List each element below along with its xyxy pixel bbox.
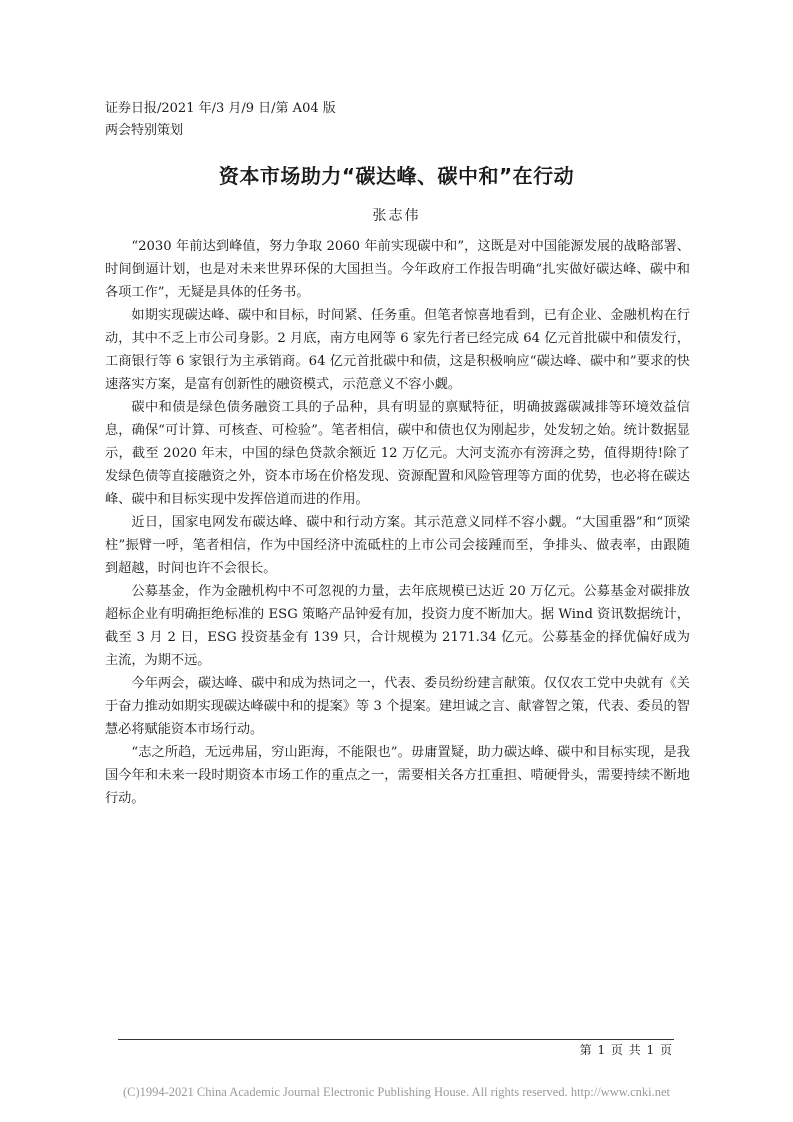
paragraph: 今年两会，碳达峰、碳中和成为热词之一，代表、委员纷纷建言献策。仅仅农工党中央就有《关于奋力推动如期实现碳达峰碳中和的提案》等 3 个提案。建坦诚之言、献睿智之策，代表、委员的智慧必将赋能资本市场行动。 bbox=[105, 676, 690, 737]
paragraph: “志之所趋，无远弗届，穷山距海，不能限也”。毋庸置疑，助力碳达峰、碳中和目标实现，是我国今年和未来一段时期资本市场工作的重点之一，需要相关各方扛重担、啃硬骨头，需要持续不断地行动。 bbox=[105, 745, 690, 806]
column-name: 两会特别策划 bbox=[105, 123, 184, 138]
paragraph: 如期实现碳达峰、碳中和目标，时间紧、任务重。但笔者惊喜地看到，已有企业、金融机构在行动，其中不乏上市公司身影。2 月底，南方电网等 6 家先行者已经完成 64 亿元首批碳中和债发行，工商银行等 6 家银行为主承销商。64 亿元首批碳中和债，这是积极响应“碳达峰、碳中和”要求的快速落实方案，是富有创新性的融资模式，示范意义不容小觑。 bbox=[105, 308, 690, 392]
footer-divider bbox=[118, 1039, 674, 1040]
article-author: 张志伟 bbox=[372, 208, 421, 224]
article-body bbox=[105, 235, 690, 810]
page-number: 第 1 页 共 1 页 bbox=[579, 1043, 673, 1057]
copyright-notice: (C)1994-2021 China Academic Journal Electronic Publishing House. All rights reserved. http://www.cnki.net bbox=[122, 1085, 670, 1099]
paragraph: “2030 年前达到峰值，努力争取 2060 年前实现碳中和”，这既是对中国能源发展的战略部署、时间倒逼计划，也是对未来世界环保的大国担当。今年政府工作报告明确“扎实做好碳达峰、碳中和各项工作”，无疑是具体的任务书。 bbox=[105, 239, 690, 300]
source-header bbox=[105, 98, 336, 142]
source-line: 证券日报/2021 年/3 月/9 日/第 A04 版 bbox=[105, 101, 336, 116]
paragraph: 碳中和债是绿色债务融资工具的子品种，具有明显的禀赋特征，明确披露碳减排等环境效益信息，确保“可计算、可核查、可检验”。笔者相信，碳中和债也仅为刚起步，处发轫之始。统计数据显示，截至 2020 年末，中国的绿色贷款余额近 12 万亿元。大河支流亦有滂湃之势，值得期待!除了发绿色债等直接融资之外，资本市场在价格发现、资源配置和风险管理等方面的优势，也必将在碳达峰、碳中和目标实现中发挥倍道而进的作用。 bbox=[105, 400, 690, 507]
article-title: 资本市场助力“碳达峰、碳中和”在行动 bbox=[218, 164, 575, 188]
paragraph: 近日，国家电网发布碳达峰、碳中和行动方案。其示范意义同样不容小觑。“大国重器”和“顶梁柱”振臂一呼，笔者相信，作为中国经济中流砥柱的上市公司会接踵而至，争排头、做表率，由跟随到超越，时间也许不会很长。 bbox=[105, 515, 690, 576]
paragraph: 公募基金，作为金融机构中不可忽视的力量，去年底规模已达近 20 万亿元。公募基金对碳排放超标企业有明确拒绝标准的 ESG 策略产品钟爱有加，投资力度不断加大。据 Wind 资讯数据统计，截至 3 月 2 日，ESG 投资基金有 139 只，合计规模为 2171.34 亿元。公募基金的择优偏好成为主流，为期不远。 bbox=[105, 584, 690, 668]
